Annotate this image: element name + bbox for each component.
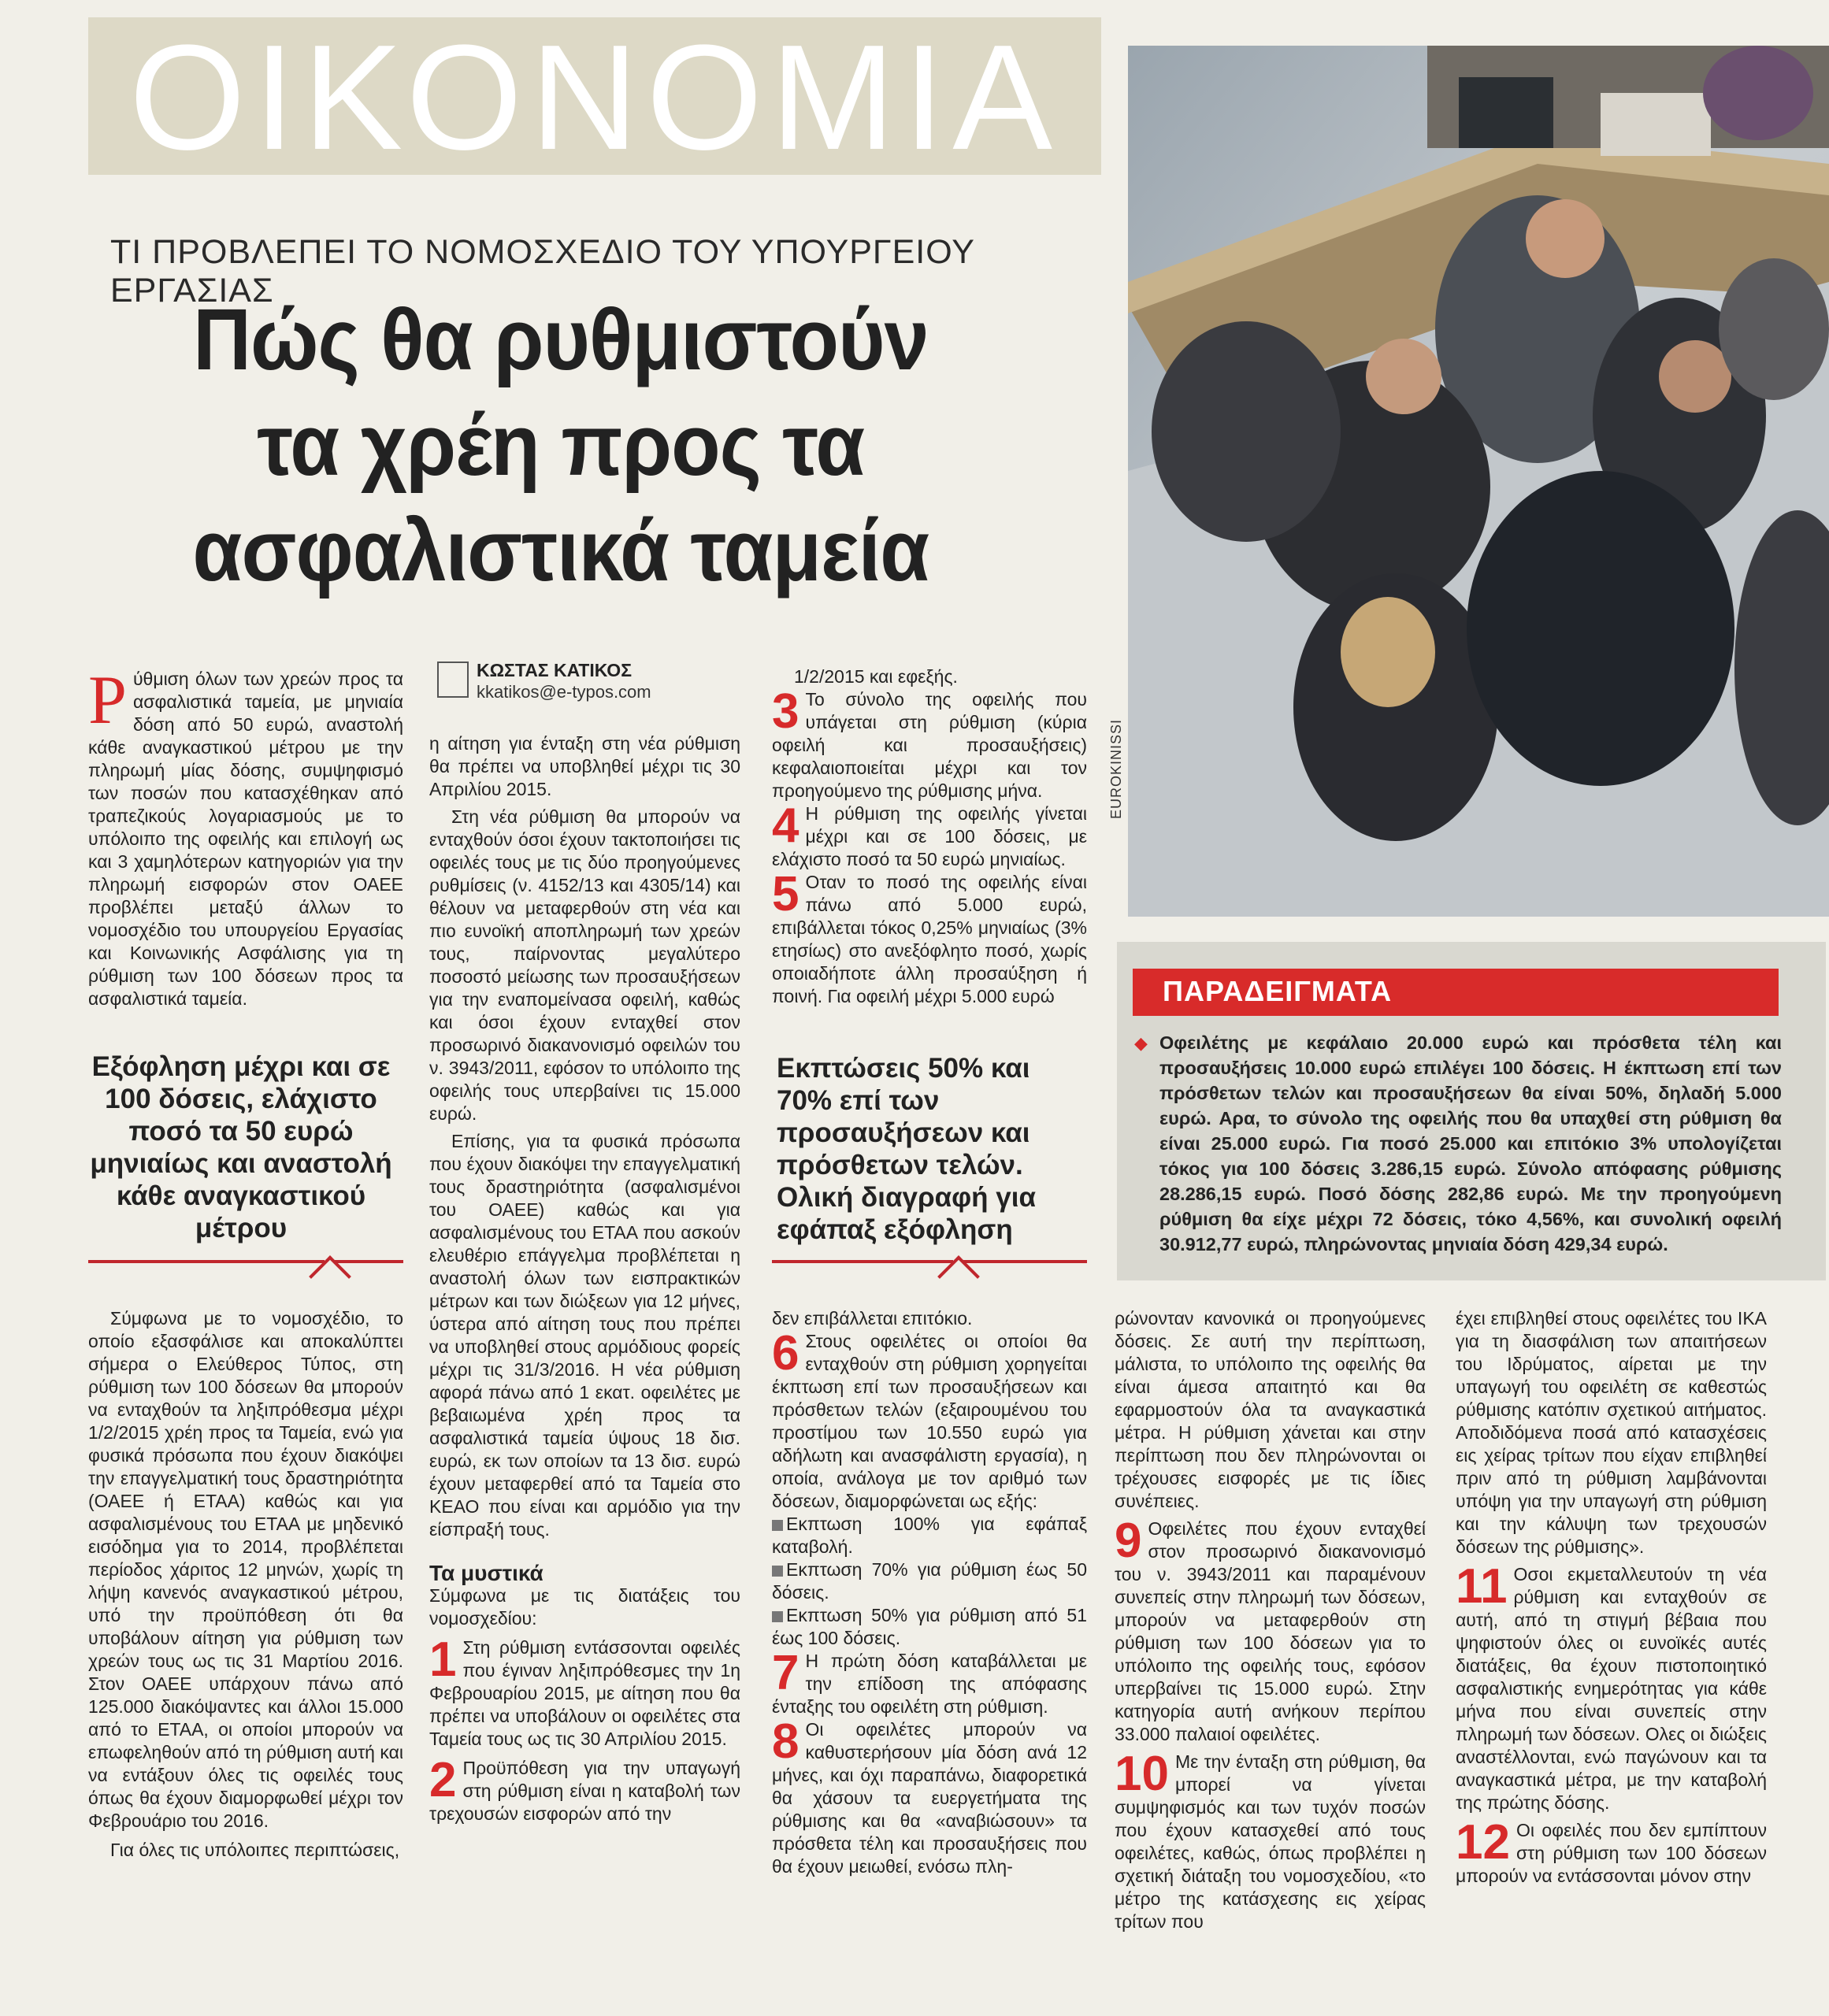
item-number: 7 xyxy=(772,1646,799,1700)
office-crowd-image xyxy=(1128,46,1829,917)
list-item: 12 Οι οφειλές που δεν εμπίπτουν στη ρύθμιση των 100 δόσεων μπορούν να εντάσσονται μόνον στην xyxy=(1456,1815,1767,1886)
paragraph: Στη νέα ρύθμιση θα μπορούν να ενταχθούν όσοι έχουν τακτοποιήσει τις οφειλές τους με τις δύο προηγούμενες ρυθμίσεις (ν. 4152/13 και 4305/14) και θέλουν να μεταφερθούν στη νέα και πιο ευνοϊκή αποπληρωμή των χρεών τους, παίρνοντας μεγαλύτερο ποσοστό μείωσης των προσαυξήσεων για την εναπομείνασα οφειλή, καθώς και όσοι έχουν ενταχθεί στον προσωρινό διακανονισμό οφειλών του ν. 3943/2011, εφόσον το υπόλοιπο της οφειλής τους υπερβαίνει τις 15.000 ευρώ. xyxy=(429,806,740,1124)
lead-paragraph xyxy=(88,662,403,1010)
examples-title-bar xyxy=(1133,969,1779,1016)
square-bullet-icon xyxy=(772,1520,783,1531)
item-number: 10 xyxy=(1115,1747,1169,1801)
pullquote-1: Εξόφληση μέχρι και σε 100 δόσεις, ελάχιστο ποσό τα 50 ευρώ μηνιαίως και αναστολή κάθε αναγκαστικού μέτρου xyxy=(90,1051,392,1243)
secrets-heading: Τα μυστικά xyxy=(429,1561,544,1585)
item-number: 5 xyxy=(772,867,799,921)
lead-text: ύθμιση όλων των χρεών προς τα ασφαλιστικά ταμεία, με μηνιαία δόση από 50 ευρώ, αναστολή κάθε αναγκαστικού μέτρου με την πληρωμή μίας δόσης, συμψηφισμό των ποσών που κατασχέθηκαν από τραπεζικούς λογαριασμούς με το υπόλοιπο της οφειλής και επιλογή ως και 3 χαμηλότερων κατηγοριών για την πληρωμή εισφορών στον ΟΑΕΕ προβλέπει μεταξύ άλλων το νομοσχέδιο του υπουργείου Εργασίας και Κοινωνικής Ασφάλισης για τη ρύθμιση των 100 δόσεων προς τα ασφαλιστικά ταμεία. xyxy=(88,669,403,1009)
paragraph: έχει επιβληθεί στους οφειλέτες του ΙΚΑ για τη διασφάλιση των απαιτήσεων του Ιδρύματος, αίρεται με την υπαγωγή του οφειλέτη σε καθεστώς ρύθμισης κατόπιν σχετικού αιτήματος. Αποδιδόμενα ποσά από κατασχέσεις εις χείρας τρίτων που είχαν επιβληθεί πριν από τη ρύθμιση λαμβάνονται υπόψη για την υπαγωγή στη ρύθμιση και την κάλυψη των τρεχουσών δόσεων της ρύθμισης». xyxy=(1456,1308,1767,1557)
diamond-bullet-icon: ◆ xyxy=(1134,1033,1148,1053)
divider xyxy=(88,1260,325,1263)
item-number: 3 xyxy=(772,684,799,739)
article-kicker: ΤΙ ΠΡΟΒΛΕΠΕΙ ΤΟ ΝΟΜΟΣΧΕΔΙΟ ΤΟΥ ΥΠΟΥΡΓΕΙΟΥ ΕΡΓΑΣΙΑΣ xyxy=(110,233,975,309)
item-number: 2 xyxy=(429,1753,457,1807)
list-item: 1 Στη ρύθμιση εντάσσονται οφειλές που έγιναν ληξιπρόθεσμες την 1η Φεβρουαρίου 2015, με αίτηση που θα πρέπει να υποβάλουν οι οφειλέτες στα Ταμεία τους ως τις 30 Απριλίου 2015. xyxy=(429,1632,740,1749)
article-headline xyxy=(88,287,1033,604)
bullet-item: Εκπτωση 50% για ρύθμιση από 51 έως 100 δόσεις. xyxy=(772,1605,1087,1648)
list-item: 11 Οσοι εκμεταλλευτούν τη νέα ρύθμιση και ενταχθούν σε αυτή, από τη στιγμή βέβαια που ψηφιστούν όλες οι ευνοϊκές αυτές διατάξεις, θα έχουν πιστοποιητικό ασφαλιστικής ενημερότητας για κάθε μήνα που είναι συνεπείς στην πληρωμή των δόσεων. Ολες οι διώξεις αναστέλλονται, ενώ παγώνουν και τα αναγκαστικά μέτρα, με την καταβολή της πρώτης δόσης. xyxy=(1456,1559,1767,1813)
headline-line: τα χρέη προς τα xyxy=(257,397,865,494)
list-item: 7 Η πρώτη δόση καταβάλλεται με την επίδοση της απόφασης ένταξης του οφειλέτη στη ρύθμιση. xyxy=(772,1646,1087,1717)
list-item: 2 Προϋπόθεση για την υπαγωγή στη ρύθμιση είναι η καταβολή των τρεχουσών εισφορών από την xyxy=(429,1753,740,1824)
paragraph: 1/2/2015 και εφεξής. xyxy=(794,666,958,687)
paragraph: ρώνονταν κανονικά οι προηγούμενες δόσεις. Σε αυτή την περίπτωση, μάλιστα, το υπόλοιπο της οφειλής θα είναι άμεσα απαιτητό και θα εφαρμοστούν όλα τα αναγκαστικά μέτρα. Η ρύθμιση χάνεται και στην περίπτωση που δεν πληρώνονται οι τρέχουσες εισφορές με τις ίδιες συνέπειες. xyxy=(1115,1308,1426,1511)
column-3-body xyxy=(772,1307,1087,1878)
paragraph: Επίσης, για τα φυσικά πρόσωπα που έχουν διακόψει την επαγγελματική τους δραστηριότητα (ασφαλισμένοι του ΟΑΕΕ) καθώς και για ασφαλισμένους του ΕΤΑΑ που ασκούν ελευθέριο επάγγελμα προβλέπεται η αναστολή όλων των εισπρακτικών μέτρων και των διώξεων για 12 μήνες, ύστερα από αίτηση τους που πρέπει να υποβληθεί στους αρμόδιους φορείς μέχρι τις 31/3/2016. Η νέα ρύθμιση αφορά πάνω από 1 εκατ. οφειλέτες με βεβαιωμένα χρέη προς τα ασφαλιστικά ταμεία ύψους 18 δισ. ευρώ, εκ των οποίων τα 13 δισ. ευρώ έχουν μεταφερθεί από τα Ταμεία στο ΚΕΑΟ που είναι και αρμόδιο για την είσπραξή τους. xyxy=(429,1131,740,1540)
bullet-item: Εκπτωση 100% για εφάπαξ καταβολή. xyxy=(772,1514,1087,1557)
article-lead xyxy=(88,662,403,1010)
list-item: 8 Οι οφειλέτες μπορούν να καθυστερήσουν μία δόση ανά 12 μήνες, και όχι παραπάνω, διαφορετικά θα χάσουν τα ευεργετήματα της ρύθμισης και θα «αναβιώσουν» τα πρόσθετα τέλη και προσαυξήσεις που θα έχουν μειωθεί, ενόσω πλη- xyxy=(772,1714,1087,1877)
author-email[interactable]: kkatikos@e-typos.com xyxy=(477,682,651,702)
headline-line: Πώς θα ρυθμιστούν xyxy=(193,291,929,388)
list-item: 10 Με την ένταξη στη ρύθμιση, θα μπορεί να γίνεται συμψηφισμός και των τυχόν ποσών που έχουν κατασχεθεί από τους οφειλέτες, καθώς, όπως προβλέπει η σχετική διάταξη του νομοσχεδίου, «το μέτρο της κατάσχεσης εις χείρας τρίτων που xyxy=(1115,1747,1426,1932)
bullet-item: Εκπτωση 70% για ρύθμιση έως 50 δόσεις. xyxy=(772,1559,1087,1603)
list-item: 9 Οφειλέτες που έχουν ενταχθεί στον προσωρινό διακανονισμό του ν. 3943/2011 και παραμένουν συνεπείς στην πληρωμή των δόσεων, μπορούν να μεταφερθούν στη ρύθμιση των 100 δόσεων για το υπόλοιπο της οφειλής τους, εφόσον υπερβαίνει τις 15.000 ευρώ. Στην κατηγορία αυτή ανήκουν περίπου 33.000 παλαιοί οφειλέτες. xyxy=(1115,1514,1426,1744)
section-title: ΟΙΚΟΝΟΜΙΑ xyxy=(128,14,1061,181)
author-name: ΚΩΣΤΑΣ ΚΑΤΙΚΟΣ xyxy=(477,660,632,680)
pullquote-2: Εκπτώσεις 50% και 70% επί των προσαυξήσεων και πρόσθετων τελών. Ολική διαγραφή για εφάπαξ εξόφληση xyxy=(777,1053,1036,1245)
list-item: 4 Η ρύθμιση της οφειλής γίνεται μέχρι και σε 100 δόσεις, με ελάχιστο ποσό τα 50 ευρώ μηνιαίως. xyxy=(772,799,1087,869)
item-number: 8 xyxy=(772,1714,799,1769)
examples-title: ΠΑΡΑΔΕΙΓΜΑΤΑ xyxy=(1163,975,1393,1007)
item-number: 12 xyxy=(1456,1815,1510,1870)
divider xyxy=(963,1260,1087,1263)
column-5-body xyxy=(1456,1307,1767,1888)
paragraph: δεν επιβάλλεται επιτόκιο. xyxy=(772,1308,973,1329)
dropcap: Ρ xyxy=(88,662,127,739)
item-number: 11 xyxy=(1456,1559,1508,1614)
paragraph: Για όλες τις υπόλοιπες περιπτώσεις, xyxy=(110,1840,400,1860)
paragraph: Σύμφωνα με τις διατάξεις του νομοσχεδίου: xyxy=(429,1585,740,1629)
paragraph: Σύμφωνα με το νομοσχέδιο, το οποίο εξασφάλισε και αποκαλύπτει σήμερα ο Ελεύθερος Τύπος, στη ρύθμιση των 100 δόσεων θα μπορούν να ενταχθούν τα ληξιπρόθεσμα μέχρι 1/2/2015 χρέη προς τα Ταμεία, ενώ για φυσικά πρόσωπα που έχουν διακόψει την επαγγελματική τους δραστηριότητα (ΟΑΕΕ ή ΕΤΑΑ) καθώς και για ασφαλισμένους του ΕΤΑΑ με μηδενικό εισόδημα για το 2014, προβλέπεται περίοδος χάριτος 12 μηνών, χωρίς τη λήψη κανενός αναγκαστικού μέτρου, υπό την προϋπόθεση ότι θα υποβάλουν αίτηση για ρύθμιση των χρεών τους ως τις 31 Μαρτίου 2016. Στον ΟΑΕΕ υπάρχουν πάνω από 125.000 διακόψαντες και άλλοι 15.000 από το ΕΤΑΑ, οι οποίοι μπορούν να επωφεληθούν από τη ρύθμιση αυτή και να εντάξουν όλες τις οφειλές τους όπως θα έχουν διαμορφωθεί μέχρι τον Φεβρουάριο του 2016. xyxy=(88,1308,403,1831)
item-number: 9 xyxy=(1115,1514,1142,1568)
article-photo xyxy=(1128,46,1829,917)
examples-text: Οφειλέτης με κεφάλαιο 20.000 ευρώ και πρόσθετα τέλη και προσαυξήσεις 10.000 ευρώ επιλέγει 100 δόσεις. Η έκπτωση επί των πρόσθετων τελών και προσαυξήσεων θα είναι 50%, δηλαδή 5.000 ευρώ. Αρα, το σύνολο της οφειλής που θα υπαχθεί στη ρύθμιση θα είναι 25.000 ευρώ. Για ποσό 25.000 και επιτόκιο 3% υπολογίζεται τόκος για 100 δόσεις 3.286,15 ευρώ. Σύνολο απόφασης ρύθμισης 28.286,15 ευρώ. Ποσό δόσης 282,86 ευρώ. Με την προηγούμενη ρύθμιση θα είχε μέχρι 72 δόσεις, τόκο 4,56%, και συνολική οφειλή 30.912,77 ευρώ, πληρώνοντας μηνιαία δόση 429,34 ευρώ. xyxy=(1159,1032,1782,1254)
column-2-body xyxy=(429,732,740,1825)
item-number: 6 xyxy=(772,1326,799,1380)
column-3-top xyxy=(772,665,1087,1008)
document-icon xyxy=(437,662,469,698)
square-bullet-icon xyxy=(772,1611,783,1622)
item-number: 1 xyxy=(429,1632,457,1687)
list-item: 6 Στους οφειλέτες οι οποίοι θα ενταχθούν στη ρύθμιση χορηγείται έκπτωση επί των προσαυξήσεων και πρόσθετων τελών (εξαιρουμένου του προστίμου των 10.550 ευρώ για αδήλωτη και ανασφάλιστη εργασία), η οποία, ανάλογα με τον αριθμό των δόσεων, διαμορφώνεται ως εξής: xyxy=(772,1326,1087,1511)
column-4-body xyxy=(1115,1307,1426,1933)
divider xyxy=(334,1260,403,1263)
photo-credit: EUROKINISSI xyxy=(1108,718,1124,819)
list-item: 3 Το σύνολο της οφειλής που υπάγεται στη ρύθμιση (κύρια οφειλή και προσαυξήσεις) κεφαλαιοποιείται μέχρι και τον προηγούμενο της ρύθμισης μήνα. xyxy=(772,684,1087,801)
item-number: 4 xyxy=(772,799,799,853)
headline-line: ασφαλιστικά ταμεία xyxy=(192,502,929,599)
paragraph: η αίτηση για ένταξη στη νέα ρύθμιση θα πρέπει να υποβληθεί μέχρι τις 30 Απριλίου 2015. xyxy=(429,733,740,799)
column-1-body xyxy=(88,1307,403,1862)
divider xyxy=(772,1260,953,1263)
square-bullet-icon xyxy=(772,1566,783,1577)
list-item: 5 Οταν το ποσό της οφειλής είναι πάνω από 5.000 ευρώ, επιβάλλεται τόκος 0,25% μηνιαίως (3% ετησίως) στο ανεξόφλητο ποσό, χωρίς οποιαδήποτε άλλη προσαύξηση ή ποινή. Για οφειλή μέχρι 5.000 ευρώ xyxy=(772,867,1087,1006)
section-banner xyxy=(88,14,1101,181)
